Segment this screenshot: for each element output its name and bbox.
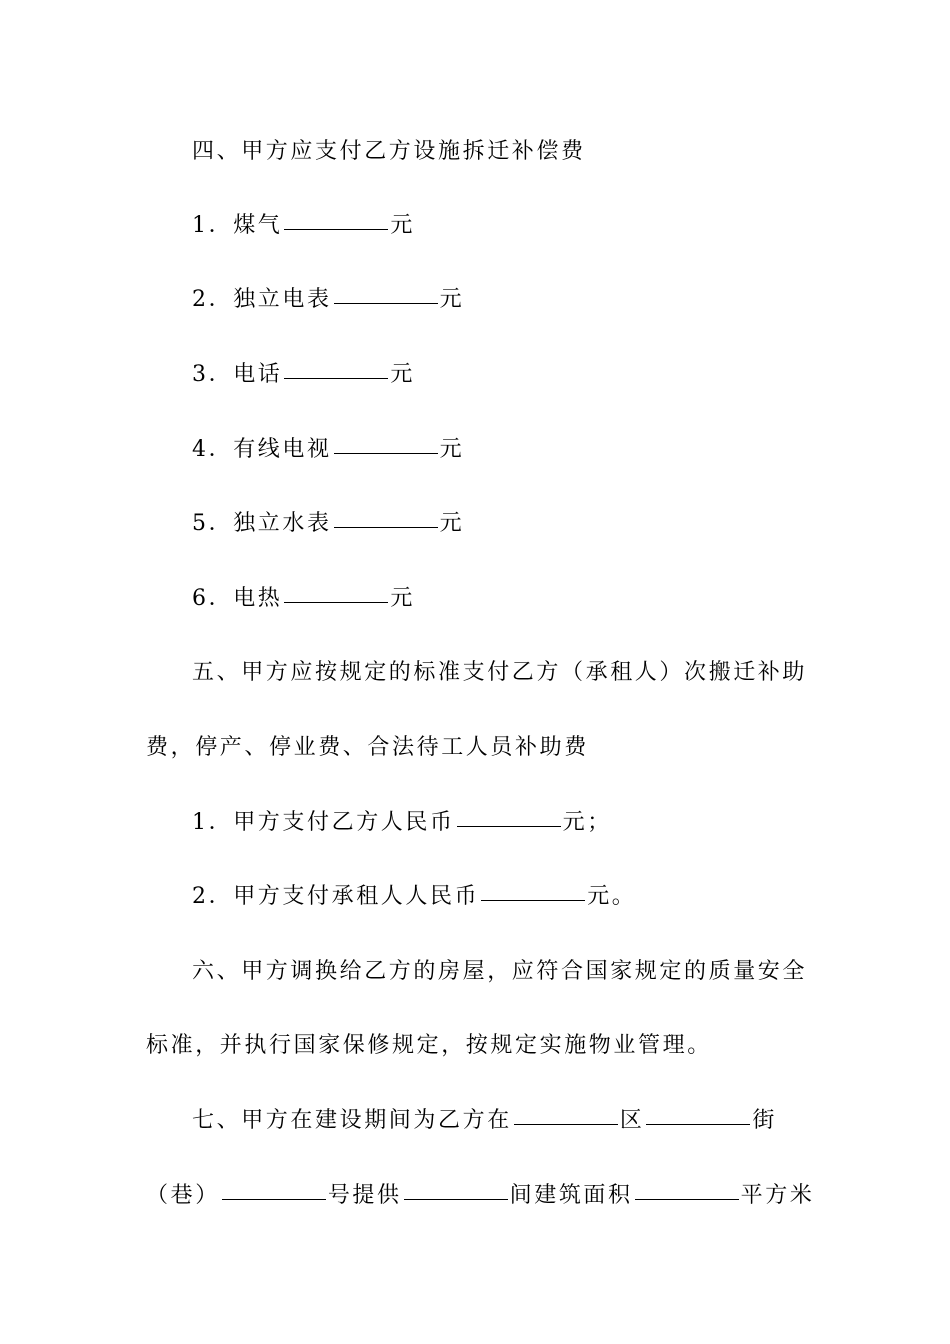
section-4-item-electric-heat xyxy=(192,579,950,619)
item-label: 1．煤气 xyxy=(192,213,283,238)
section-5-heading-text: 五、甲方应按规定的标准支付乙方（承租人）次搬迁补助 xyxy=(192,660,808,685)
area-blank[interactable] xyxy=(635,1179,739,1200)
section-4-item-telephone xyxy=(192,355,950,395)
number-blank[interactable] xyxy=(222,1179,326,1200)
fill-in-blank[interactable] xyxy=(334,433,438,454)
fill-in-blank[interactable] xyxy=(481,880,585,901)
item-unit: 元。 xyxy=(587,884,637,909)
section-4-heading xyxy=(192,132,950,172)
item-unit: 元 xyxy=(439,287,465,312)
section-4-item-water-meter xyxy=(192,504,950,544)
street-label: 街 xyxy=(752,1108,778,1133)
item-unit: 元； xyxy=(562,810,612,835)
section-6-text-continued: 标准，并执行国家保修规定，按规定实施物业管理。 xyxy=(146,1033,712,1058)
district-blank[interactable] xyxy=(514,1104,618,1125)
section-7-text: 七、甲方在建设期间为乙方在 xyxy=(192,1108,512,1133)
item-label: 2．独立电表 xyxy=(192,287,332,312)
section-4-item-electric-meter xyxy=(192,280,950,320)
fill-in-blank[interactable] xyxy=(334,507,438,528)
section-6-text: 六、甲方调换给乙方的房屋，应符合国家规定的质量安全 xyxy=(192,959,808,984)
section-4-item-cable-tv xyxy=(192,430,950,470)
fill-in-blank[interactable] xyxy=(284,209,388,230)
item-label: 3．电话 xyxy=(192,362,283,387)
section-6-line-2 xyxy=(146,1026,950,1066)
item-label: 6．电热 xyxy=(192,586,283,611)
item-label: 2．甲方支付承租人人民币 xyxy=(192,884,480,909)
section-4-heading-text: 四、甲方应支付乙方设施拆迁补偿费 xyxy=(192,139,586,164)
section-4-item-gas xyxy=(192,206,950,246)
rooms-blank[interactable] xyxy=(404,1179,508,1200)
number-label: 号提供 xyxy=(327,1183,402,1208)
fill-in-blank[interactable] xyxy=(334,283,438,304)
section-7-line-1 xyxy=(192,1101,950,1141)
item-unit: 元 xyxy=(390,586,416,611)
section-5-heading-line-1 xyxy=(192,653,950,693)
street-blank[interactable] xyxy=(646,1104,750,1125)
item-label: 4．有线电视 xyxy=(192,437,332,462)
item-unit: 元 xyxy=(390,362,416,387)
lane-label: （巷） xyxy=(146,1183,220,1208)
item-unit: 元 xyxy=(439,511,465,536)
fill-in-blank[interactable] xyxy=(284,582,388,603)
square-meter-label: 平方米 xyxy=(740,1183,815,1208)
area-label: 间建筑面积 xyxy=(509,1183,633,1208)
section-5-heading-text-continued: 费，停产、停业费、合法待工人员补助费 xyxy=(146,735,589,760)
item-label: 5．独立水表 xyxy=(192,511,332,536)
item-unit: 元 xyxy=(390,213,416,238)
section-5-item-tenant xyxy=(192,877,950,917)
item-label: 1．甲方支付乙方人民币 xyxy=(192,810,455,835)
item-unit: 元 xyxy=(439,437,465,462)
section-5-heading-line-2 xyxy=(146,728,950,768)
fill-in-blank[interactable] xyxy=(457,806,561,827)
section-5-item-party-b xyxy=(192,803,950,843)
section-6-line-1 xyxy=(192,952,950,992)
district-label: 区 xyxy=(619,1108,645,1133)
section-7-line-2 xyxy=(146,1176,950,1216)
fill-in-blank[interactable] xyxy=(284,358,388,379)
